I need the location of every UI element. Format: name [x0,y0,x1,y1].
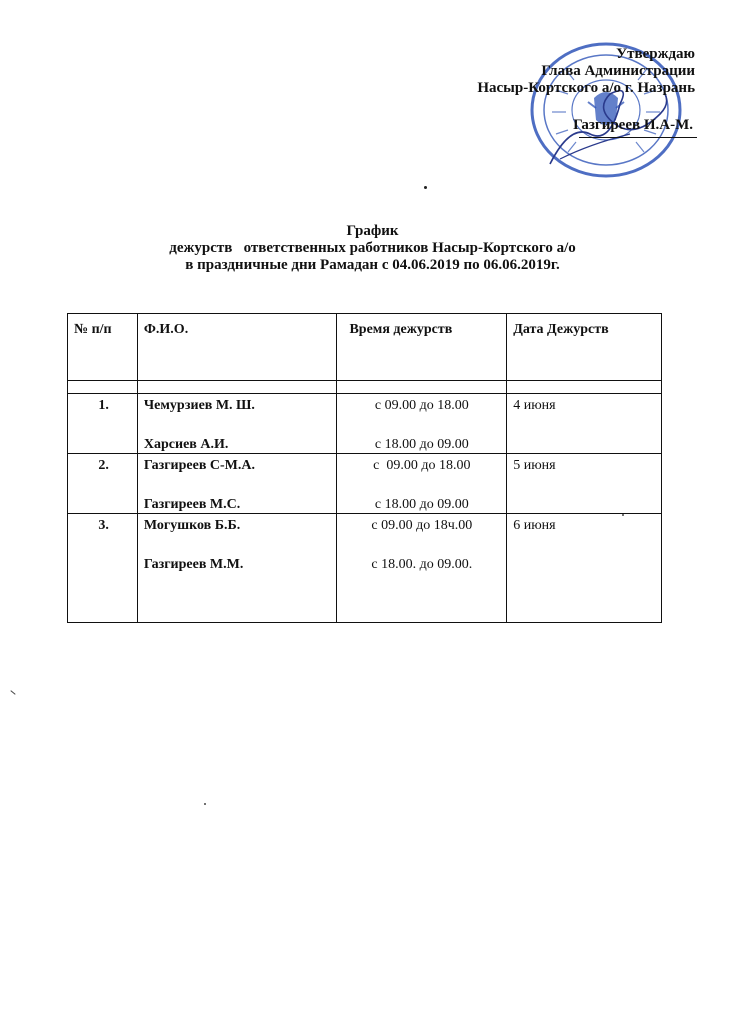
table-row [68,454,662,514]
person-name: Газгиреев М.С. [143,497,241,512]
duty-time: с 18.00 до 09.00 [374,437,469,452]
row-number: 1. [68,394,138,454]
row-times [337,454,507,514]
approval-block [365,46,695,134]
document-subtitle: дежурств ответственных работников Насыр-Кортского а/о [169,240,576,256]
duty-time: с 09.00 до 18ч.00 [371,518,473,533]
scan-artifact [204,803,206,805]
duty-schedule-table [67,313,662,623]
row-date: 6 июня [507,514,662,623]
table-row [68,514,662,623]
person-name: Чемурзиев М. Ш. [143,398,255,413]
row-names [137,394,337,454]
table-row [68,394,662,454]
duty-time: с 18.00. до 09.00. [371,557,473,572]
person-name: Газгиреев С-М.А. [143,458,255,473]
document-title-block [0,223,745,274]
row-date: 5 июня [507,454,662,514]
approval-heading: Утверждаю [616,46,695,62]
table-header-row [68,314,662,381]
approval-organization: Насыр-Кортского а/о г. Назрань [477,80,695,96]
header-name: Ф.И.О. [137,314,337,381]
scan-artifact [10,690,15,695]
row-number: 2. [68,454,138,514]
row-date: 4 июня [507,394,662,454]
person-name: Могушков Б.Б. [143,518,241,533]
header-time: Время дежурств [337,314,507,381]
row-names [137,454,337,514]
row-names [137,514,337,623]
row-times [337,394,507,454]
row-number: 3. [68,514,138,623]
duty-time: с 18.00 до 09.00 [374,497,469,512]
header-number: № п/п [68,314,138,381]
approval-position: Глава Администрации [541,63,695,79]
scan-artifact [622,514,624,516]
scan-dot [424,186,427,189]
duty-time: с 09.00 до 18.00 [374,398,469,413]
spacer-row [68,381,662,394]
document-title: График [346,223,399,239]
signature-underline [579,137,697,138]
person-name: Харсиев А.И. [143,437,229,452]
row-times [337,514,507,623]
approval-signatory: Газгиреев И.А-М. [573,117,693,133]
document-period: в праздничные дни Рамадан с 04.06.2019 по 06.06.2019г. [185,257,560,273]
person-name: Газгиреев М.М. [143,557,244,572]
header-date: Дата Дежурств [507,314,662,381]
duty-time: с 09.00 до 18.00 [373,458,471,473]
